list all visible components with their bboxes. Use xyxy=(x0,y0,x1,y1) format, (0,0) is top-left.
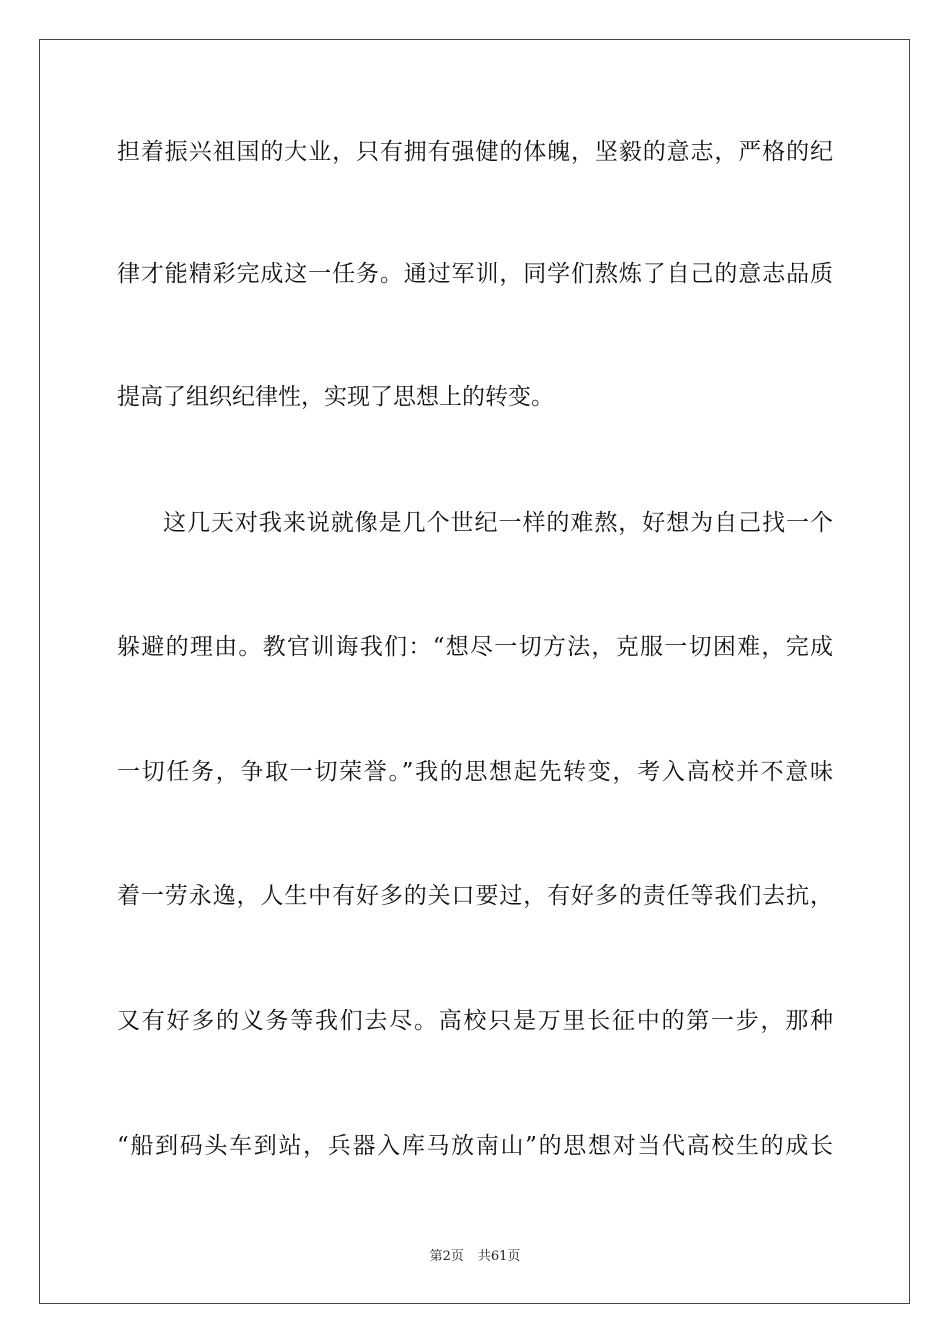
text-line-1: 担着振兴祖国的大业，只有拥有强健的体魄，坚毅的意志，严格的纪 xyxy=(117,139,833,165)
page-border xyxy=(39,39,910,1304)
text-line-9: “船到码头车到站，兵器入库马放南山”的思想对当代高校生的成长 xyxy=(117,1133,833,1159)
text-line-5: 躲避的理由。教官训诲我们：“想尽一切方法，克服一切困难，完成 xyxy=(117,634,833,660)
text-line-2: 律才能精彩完成这一任务。通过军训，同学们熬炼了自己的意志品质 xyxy=(117,261,833,287)
page-number: 第2页 xyxy=(429,1249,464,1264)
text-line-7: 着一劳永逸，人生中有好多的关口要过，有好多的责任等我们去抗， xyxy=(117,883,833,909)
text-line-4: 这几天对我来说就像是几个世纪一样的难熬，好想为自己找一个 xyxy=(163,510,833,536)
page-footer xyxy=(0,1248,950,1266)
text-line-8: 又有好多的义务等我们去尽。高校只是万里长征中的第一步，那种 xyxy=(117,1008,833,1034)
text-line-6: 一切任务，争取一切荣誉。”我的思想起先转变，考入高校并不意味 xyxy=(117,759,833,785)
page-total: 共61页 xyxy=(477,1249,521,1264)
text-line-3: 提高了组织纪律性，实现了思想上的转变。 xyxy=(117,384,554,410)
